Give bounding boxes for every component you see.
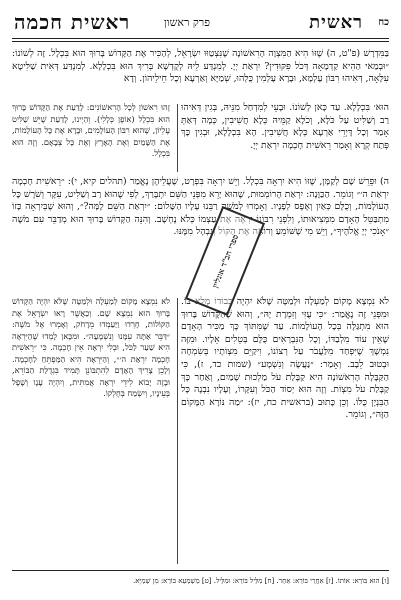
page-number: כח [378, 17, 389, 28]
main-column [181, 296, 389, 566]
footnotes: [ו] הוּא בּוֹרֵא: אוֹתוֹ. [ז] אַחֲרֵי בּוֹרֵא: אַחַר. [ח] מִלֵּיל בּוֹרֵא: וּמִלֵּיל. [ט] מַשְׁמְעֵא בּוֹרֵא: מִן שְׁמַיָּא. [133, 577, 389, 585]
two-column-section-2 [12, 296, 389, 566]
column-divider-2 [177, 298, 178, 564]
two-column-section-1 [12, 102, 389, 174]
paragraph-5-text: ה) וּפֵרֵשׁ שָׁם לְקַמָּן, שֶׁזּוֹ הִיא יִרְאָה בִּכְלָל. וְיֵשׁ יִרְאָה בִּפְרָט, שֶׁעֲלֵיהֶן נֶאֱמַר (תהלים קיא, י): ״רֵאשִׁית חָכְמָה יִרְאַת ה׳״ וְגוֹמֵר. הַכַּוָּנָה: יִרְאַת הָרוֹמְמוּת, שֶׁהוּא יָרֵא מִפְּנֵי הַשֵּׁם יִתְבָּרַךְ, לְפִי שֶׁהוּא רַב וְשַׁלִּיט, עִקָּר וְשֹׁרֶשׁ כָּל הָעוֹלָמוֹת, וְכֻלָּם כְּאַיִן וְאֶפֶס לְפָנָיו. וְאָמְרוּ לְמֹשֶׁה רַבֵּנוּ עָלָיו הַשָּׁלוֹם: ״יִרְאַת הַשֵּׁם לָמָּה?״, וְהוּא שֶׁבְּיִרְאָה כָּזוֹ מִתְבַּטֵּל הָאָדָם מִמְּצִיאוּתוֹ, וְלִפְנֵי רִבּוֹנוֹ יִרְאֶה אֶת עַצְמוֹ כְּלֹא נֶחְשָׁב. וְהִנֵּה הַקָּדוֹשׁ בָּרוּךְ הוּא מְדַבֵּר עִם מֹשֶׁה ״אָנֹכִי יְיָ אֱלֹהֶיךָ״, וְיֵשׁ מִי שֶׁשּׁוֹמֵעַ וְרוֹאֶה אֶת הַקּוֹל וְנִבְהָל מִמֶּנּוּ. [12, 176, 389, 238]
opening-paragraph [12, 48, 389, 100]
opening-text: בַּמִּדְרָשׁ (פ"ט, ה) שֶׁזּוֹ הִיא הַמִּצְוָה הָרִאשׁוֹנָה שֶׁנִּצְטַוּוּ יִשְׂרָאֵל, לְהַכִּיר אֶת הַקָּדוֹשׁ בָּרוּךְ הוּא בִּכְלָל. זֶה לְשׁוֹנוֹ: ״וּבְמַאי הַהִיא קַדְמָאָה דְּכֹל פִּקּוּדִין? יִרְאַת יְיָ. לְמִנְדַּע לֵיהּ לְקֻדְשָׁא בְּרִיךְ הוּא בִּכְלָלָא. לְמִנְדַּע דְּאִית שַׁלִּיטָא עִלָּאָה, דְּאִיהוּ רִבּוֹן עָלְמָא, וּבָרָא עָלְמִין כֻּלְּהוּ, שְׁמַיָּא וְאַרְעָא וְכָל חֵילֵיהוֹן. וְדָא [12, 48, 389, 85]
chapter-label: פרק ראשון [164, 16, 210, 29]
commentary-text: לֹא נִמְצָא מָקוֹם לְמַעְלָה וּלְמַטָּה שֶׁלֹּא יִהְיֶה הַקָּדוֹשׁ בָּרוּךְ הוּא נִמְצָא שָׁם. וְכַאֲשֶׁר רָאוּ יִשְׂרָאֵל אֶת הַקּוֹלוֹת, חָרְדוּ וַיַּעַמְדוּ מֵרָחֹק, וְאָמְרוּ אֶל מֹשֶׁה: ״דַּבֵּר אַתָּה עִמָּנוּ וְנִשְׁמָעָה״. וּמִכָּאן לָמְדוּ שֶׁהַיִּרְאָה הִיא שַׁעַר לַכֹּל, וּבְלִי יִרְאָה אֵין חָכְמָה. כִּי ״רֵאשִׁית חָכְמָה יִרְאַת ה׳״, וְהַיִּרְאָה הִיא הַמַּפְתֵּחַ לַחָכְמָה. וְלָכֵן צָרִיךְ הָאָדָם לְהִתְבּוֹנֵן תָּמִיד בִּגְדֻלַּת הַבּוֹרֵא, וּבָזֶה יָבוֹא לִידֵי יִרְאָה אֲמִתִּית, וְיִהְיֶה עָנָו וְשָׁפָל בְּעֵינָיו, וְיִשְׂמַח בְּחֶלְקוֹ. [12, 296, 170, 398]
column-divider [177, 104, 178, 172]
aramaic-text: הוּא׳ בִּכְלָלָא. עַד כָּאן לְשׁוֹנוֹ. וּבָעֵי לְמִדְחַל מִנֵּיהּ, בְּגִין דְּאִיהוּ רַב וְשַׁלִּיט עַל כֹּלָּא, וְכֹלָּא קַמֵּיהּ כְּלָא חֲשִׁיבִין, כְּמָה דְּאַתְּ אָמַר וְכָל דָּיְרֵי אַרְעָא כְּלָא חֲשִׁיבִין. הָא בִּכְלָלָא, וּבְגִין כָּךְ פְּתַח קְרָא וְאָמַר רֵאשִׁית חָכְמָה יִרְאַת יְיָ. [181, 102, 389, 151]
header-catchword: ראשית [309, 12, 363, 33]
watermark-stamp: ספרי חב"ד אונליין [185, 206, 265, 316]
header-rule [12, 38, 389, 39]
aramaic-column [181, 102, 389, 174]
header-rule-thin [12, 41, 389, 42]
running-header [14, 10, 389, 36]
footnote-rule [12, 570, 389, 571]
book-title: ראשית חכמה [14, 10, 131, 34]
translation-text: זֶהוּ רִאשׁוֹן לְכָל הָרִאשׁוֹנִים: לָדַעַת אֶת הַקָּדוֹשׁ בָּרוּךְ הוּא בִּכְלָל (אוֹפֶן כְּלָלִי). וְהַיְינוּ, לָדַעַת שֶׁיֵּשׁ שַׁלִּיט עֶלְיוֹן, שֶׁהוּא רִבּוֹן הָעוֹלָמִים, וּבָרָא אֶת כָּל הָעוֹלָמוֹת, אֶת הַשָּׁמַיִם וְאֶת הָאָרֶץ וְאֶת כָּל צְבָאָם. וְזֶה הוּא בִּכְלָל. [12, 102, 170, 158]
translation-column [12, 102, 170, 174]
commentary-column [12, 296, 170, 566]
main-column-text: לֹא נִמְצָא מָקוֹם לְמַעְלָה וּלְמַטָּה שֶׁלֹּא יִהְיֶה כְּבוֹדוֹ מָלֵא בּוֹ. וּמִפְּנֵי זֶה נֶאֱמַר: ״כִּי עֻזִּי וְזִמְרָת יָהּ״, וְהוּא שֶׁהַקָּדוֹשׁ בָּרוּךְ הוּא מִתְגַּלֶּה בְּכָל הָעוֹלָמוֹת. עַד שֶׁמִּתּוֹךְ כָּךְ מַכִּיר הָאָדָם שֶׁאֵין עוֹד מִלְבַדּוֹ, וְכָל הַנִּבְרָאִים כֻּלָּם בְּטֵלִים אֵלָיו. וּמִזֶּה נִמְשָׁךְ שֶׁיִּפְחַד מִלַּעֲבֹר עַל רְצוֹנוֹ, וִיקַיֵּם מִצְוֹתָיו בְּשִׂמְחָה וּבְטוּב לֵבָב. וְאָמַר: ״נַעֲשֶׂה וְנִשְׁמָע״ (שמות כד, ז), כִּי הַקַּבָּלָה הָרִאשׁוֹנָה הִיא קַבָּלַת עֹל מַלְכוּת שָׁמַיִם, וְאַחַר כָּךְ קַבָּלַת עֹל מִצְוֹת. וְזֶה הוּא יְסוֹד הַכֹּל וְעִקָּרוֹ, וְעָלָיו נִבְנֶה כָּל הַבִּנְיָן כֻּלּוֹ. וְכֵן כָּתוּב (בראשית כח, יז): ״מַה נּוֹרָא הַמָּקוֹם הַזֶּה״, וְגוֹמֵר. [181, 296, 389, 421]
